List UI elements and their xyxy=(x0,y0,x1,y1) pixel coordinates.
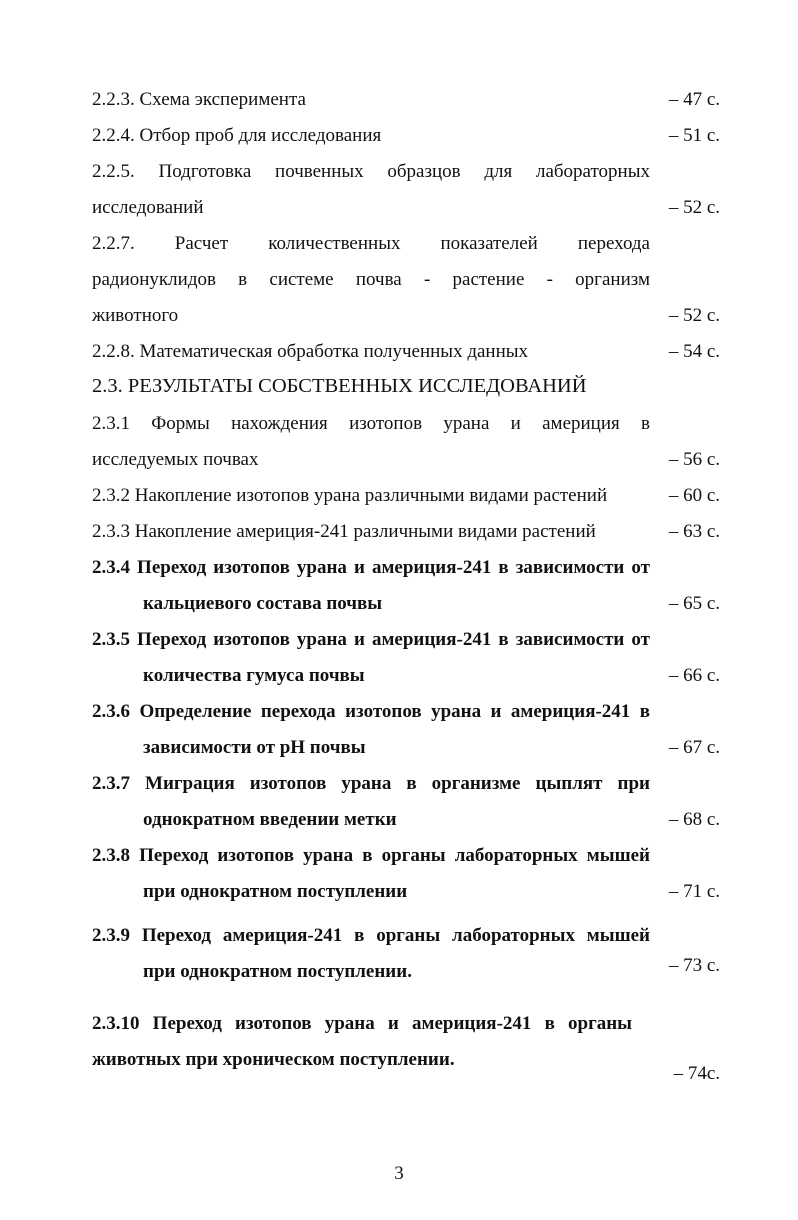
toc-entry-2-3-1-page: – 56 с. xyxy=(668,449,720,470)
toc-entry-2-3-4-title-line2: кальциевого состава почвы xyxy=(143,593,383,614)
section-heading-2-3: 2.3. РЕЗУЛЬТАТЫ СОБСТВЕННЫХ ИССЛЕДОВАНИЙ xyxy=(92,375,587,397)
toc-entry-2-2-4-page: – 51 с. xyxy=(668,125,720,146)
toc-entry-2-2-3-title: 2.2.3. Схема эксперимента xyxy=(92,89,306,110)
toc-entry-2-3-5-title-line2: количества гумуса почвы xyxy=(143,665,365,686)
toc-entry-2-3-3-title: 2.3.3 Накопление америция-241 различными видами растений xyxy=(92,521,596,542)
toc-entry-2-2-7-title-line3: животного xyxy=(92,305,179,326)
toc-entry-2-2-8-title: 2.2.8. Математическая обработка полученных данных xyxy=(92,341,529,362)
toc-entry-2-3-3-page: – 63 с. xyxy=(668,521,720,542)
toc-entry-2-2-8-page: – 54 с. xyxy=(668,341,720,362)
toc-entry-2-3-9-page: – 73 с. xyxy=(668,955,720,976)
toc-entry-2-2-5-page: – 52 с. xyxy=(668,197,720,218)
toc-entry-2-2-7-page: – 52 с. xyxy=(668,305,720,326)
toc-entry-2-3-1-title-line1: 2.3.1 Формы нахождения изотопов урана и америция в xyxy=(92,413,650,434)
toc-entry-2-3-2-page: – 60 с. xyxy=(668,485,720,506)
toc-entry-2-3-6-title-line1: 2.3.6 Определение перехода изотопов урана и америция-241 в xyxy=(92,701,650,722)
toc-entry-2-3-1-title-line2: исследуемых почвах xyxy=(92,449,259,470)
toc-entry-2-3-4-page: – 65 с. xyxy=(668,593,720,614)
toc-entry-2-3-7-page: – 68 с. xyxy=(668,809,720,830)
toc-entry-2-2-7-title-line1: 2.2.7. Расчет количественных показателей перехода xyxy=(92,233,650,254)
toc-entry-2-3-8-title-line2: при однократном поступлении xyxy=(143,881,408,902)
toc-entry-2-2-7-title-line2: радионуклидов в системе почва - растение - организм xyxy=(92,269,650,290)
toc-entry-2-3-9-title-line2: при однократном поступлении. xyxy=(143,961,412,982)
toc-entry-2-3-2-title: 2.3.2 Накопление изотопов урана различными видами растений xyxy=(92,485,608,506)
toc-entry-2-2-3-page: – 47 с. xyxy=(668,89,720,110)
toc-entry-2-3-8-title-line1: 2.3.8 Переход изотопов урана в органы лабораторных мышей xyxy=(92,845,650,866)
toc-entry-2-3-6-page: – 67 с. xyxy=(668,737,720,758)
toc-entry-2-3-4-title-line1: 2.3.4 Переход изотопов урана и америция-241 в зависимости от xyxy=(92,557,650,578)
toc-entry-2-3-10-title-line2: животных при хроническом поступлении. xyxy=(92,1049,455,1070)
toc-entry-2-2-5-title-line2: исследований xyxy=(92,197,204,218)
toc-entry-2-3-7-title-line2: однократном введении метки xyxy=(143,809,397,830)
toc-entry-2-2-4-title: 2.2.4. Отбор проб для исследования xyxy=(92,125,382,146)
toc-entry-2-3-10-page: – 74с. xyxy=(673,1063,720,1084)
toc-entry-2-3-6-title-line2: зависимости от pH почвы xyxy=(143,737,366,758)
toc-entry-2-3-8-page: – 71 с. xyxy=(668,881,720,902)
toc-entry-2-3-7-title-line1: 2.3.7 Миграция изотопов урана в организме цыплят при xyxy=(92,773,650,794)
toc-entry-2-3-5-page: – 66 с. xyxy=(668,665,720,686)
toc-entry-2-2-5-title-line1: 2.2.5. Подготовка почвенных образцов для лабораторных xyxy=(92,161,650,182)
page-number: 3 xyxy=(394,1163,404,1184)
toc-entry-2-3-9-title-line1: 2.3.9 Переход америция-241 в органы лабораторных мышей xyxy=(92,925,650,946)
toc-entry-2-3-10-title-line1: 2.3.10 Переход изотопов урана и америция-241 в органы xyxy=(92,1013,632,1034)
toc-entry-2-3-5-title-line1: 2.3.5 Переход изотопов урана и америция-241 в зависимости от xyxy=(92,629,650,650)
